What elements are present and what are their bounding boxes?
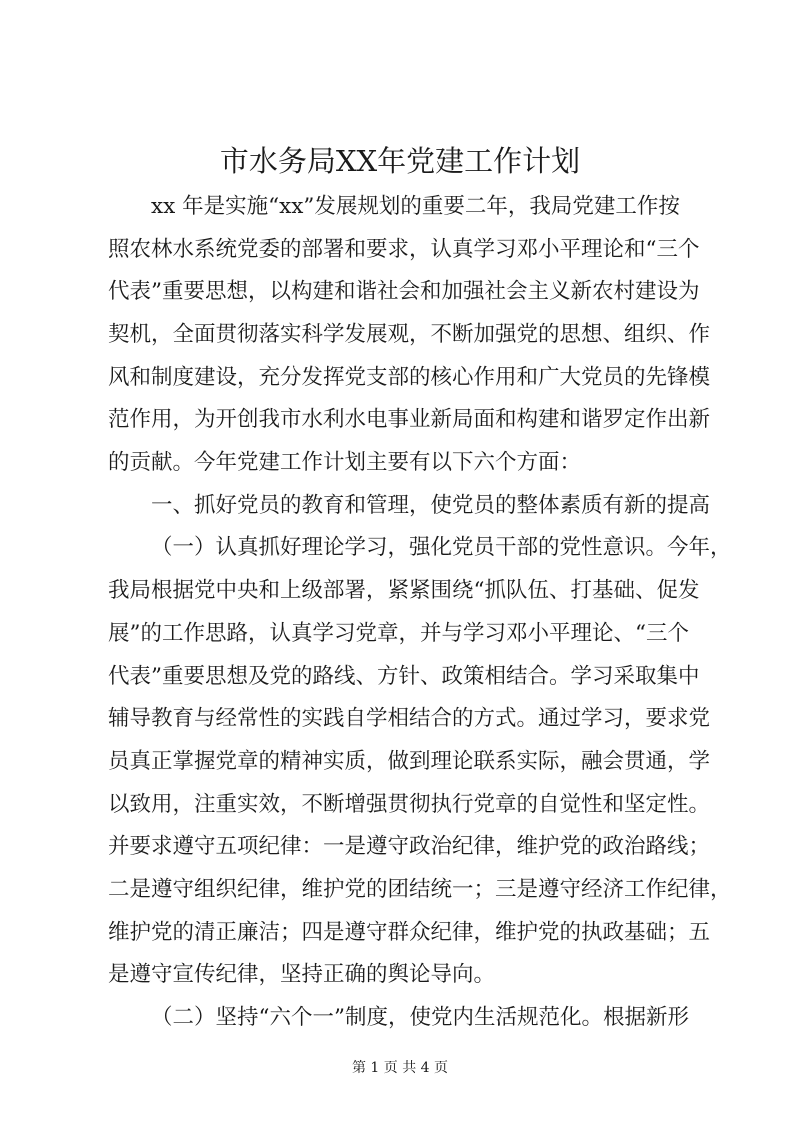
body-line: （二）坚持“六个一”制度，使党内生活规范化。根据新形 — [151, 1005, 689, 1030]
page-footer: 第 1 页 共 4 页 — [351, 1060, 449, 1076]
section-heading: 一、抓好党员的教育和管理，使党员的整体素质有新的提高 — [151, 493, 711, 518]
body-line: 并要求遵守五项纪律：一是遵守政治纪律，维护党的政治路线； — [108, 834, 711, 859]
body-line: 契机，全面贯彻落实科学发展观，不断加强党的思想、组织、作 — [108, 322, 711, 347]
body-line: xx 年是实施“xx”发展规划的重要二年，我局党建工作按 — [151, 194, 680, 219]
body-line: 以致用，注重实效，不断增强贯彻执行党章的自觉性和坚定性。 — [108, 792, 711, 817]
page-title: 市水务局XX年党建工作计划 — [219, 144, 581, 178]
body-line: 照农林水系统党委的部署和要求，认真学习邓小平理论和“三个 — [108, 237, 700, 262]
body-line: 员真正掌握党章的精神实质，做到理论联系实际，融会贯通，学 — [108, 749, 711, 774]
body-line: 风和制度建设，充分发挥党支部的核心作用和广大党员的先锋模 — [108, 365, 711, 390]
body-line: 的贡献。今年党建工作计划主要有以下六个方面： — [108, 450, 582, 475]
body-line: 展”的工作思路，认真学习党章，并与学习邓小平理论、“三个 — [108, 621, 689, 646]
body-line: （一）认真抓好理论学习，强化党员干部的党性意识。今年， — [151, 535, 732, 560]
body-line: 范作用，为开创我市水利水电事业新局面和构建和谐罗定作出新 — [108, 407, 711, 432]
body-line: 二是遵守组织纪律，维护党的团结统一；三是遵守经济工作纪律， — [108, 877, 732, 902]
body-line: 我局根据党中央和上级部署，紧紧围绕“抓队伍、打基础、促发 — [108, 578, 700, 603]
body-line: 代表”重要思想及党的路线、方针、政策相结合。学习采取集中 — [108, 664, 700, 689]
body-line: 辅导教育与经常性的实践自学相结合的方式。通过学习，要求党 — [108, 706, 711, 731]
body-line: 代表”重要思想，以构建和谐社会和加强社会主义新农村建设为 — [108, 279, 700, 304]
body-line: 是遵守宣传纪律，坚持正确的舆论导向。 — [108, 962, 496, 987]
body-line: 维护党的清正廉洁；四是遵守群众纪律，维护党的执政基础；五 — [108, 920, 711, 945]
